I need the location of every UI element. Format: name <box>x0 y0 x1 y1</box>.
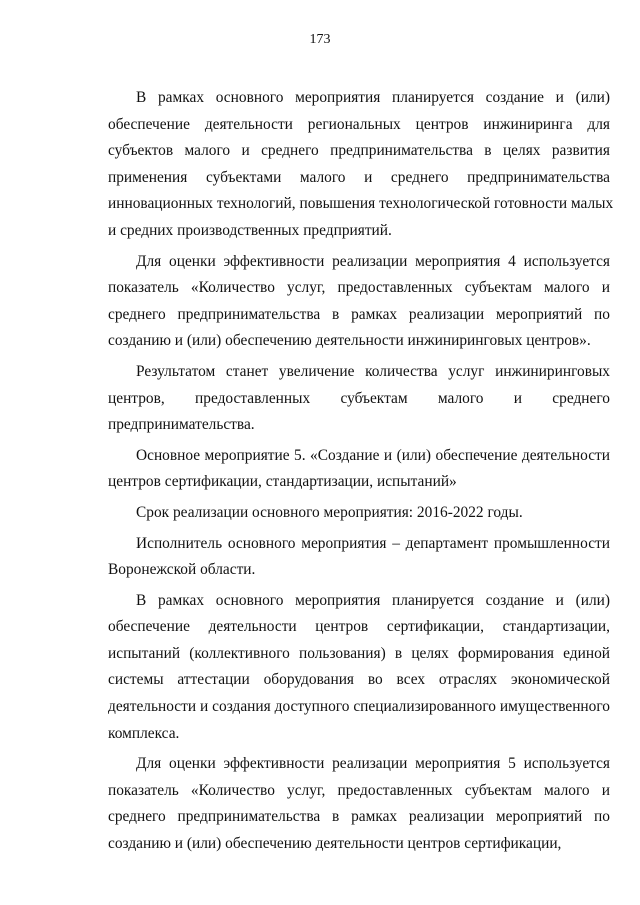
text-line: созданию и (или) обеспечению деятельности центров сертификации, <box>108 835 562 853</box>
text-line: Воронежской области. <box>108 561 256 579</box>
text-line: и средних производственных предприятий. <box>108 221 392 239</box>
text-line: Для оценки эффективности реализации мероприятия 5 используется <box>136 755 610 773</box>
paragraph <box>108 85 614 245</box>
text-line: деятельности и создания доступного специализированного имущественного <box>108 698 610 716</box>
text-line: Основное мероприятие 5. «Создание и (или) обеспечение деятельности <box>136 446 610 464</box>
paragraph <box>108 443 610 496</box>
text-line: субъектов малого и среднего предпринимательства в целях развития <box>108 142 610 160</box>
text-line: показатель «Количество услуг, предоставленных субъектам малого и <box>108 781 610 799</box>
text-line: предпринимательства. <box>108 416 255 434</box>
paragraph <box>108 249 610 355</box>
text-line: системы аттестации оборудования во всех отраслях экономической <box>108 671 610 689</box>
paragraph <box>108 588 610 748</box>
body-text <box>108 85 614 858</box>
text-line: обеспечение деятельности центров сертификации, стандартизации, <box>108 618 610 636</box>
text-line: среднего предпринимательства в рамках реализации мероприятий по <box>108 808 610 826</box>
text-line: центров, предоставленных субъектам малого и среднего <box>108 389 610 407</box>
text-line: комплекса. <box>108 724 180 742</box>
text-line: В рамках основного мероприятия планируется создание и (или) <box>136 89 610 106</box>
paragraph <box>108 500 610 527</box>
text-line: показатель «Количество услуг, предоставленных субъектам малого и <box>108 279 610 297</box>
paragraph <box>108 531 610 584</box>
text-line: Результатом станет увеличение количества услуг инжиниринговых <box>136 362 610 380</box>
page-number: 173 <box>309 32 331 47</box>
text-line: Для оценки эффективности реализации мероприятия 4 используется <box>136 252 610 270</box>
text-line: В рамках основного мероприятия планируется создание и (или) <box>136 591 610 609</box>
text-line: центров сертификации, стандартизации, испытаний» <box>108 473 457 491</box>
paragraph <box>108 359 610 439</box>
text-line: Исполнитель основного мероприятия – департамент промышленности <box>136 534 610 552</box>
paragraph <box>108 751 610 857</box>
text-line: испытаний (коллективного пользования) в целях формирования единой <box>108 644 610 662</box>
text-line: применения субъектами малого и среднего предпринимательства <box>108 168 610 186</box>
text-line: Срок реализации основного мероприятия: 2016-2022 годы. <box>136 503 523 521</box>
text-line: среднего предпринимательства в рамках реализации мероприятий по <box>108 305 610 323</box>
text-line: обеспечение деятельности региональных центров инжиниринга для <box>108 115 610 133</box>
text-line: инновационных технологий, повышения технологической готовности малых <box>108 195 614 213</box>
text-line: созданию и (или) обеспечению деятельности инжиниринговых центров». <box>108 332 591 350</box>
